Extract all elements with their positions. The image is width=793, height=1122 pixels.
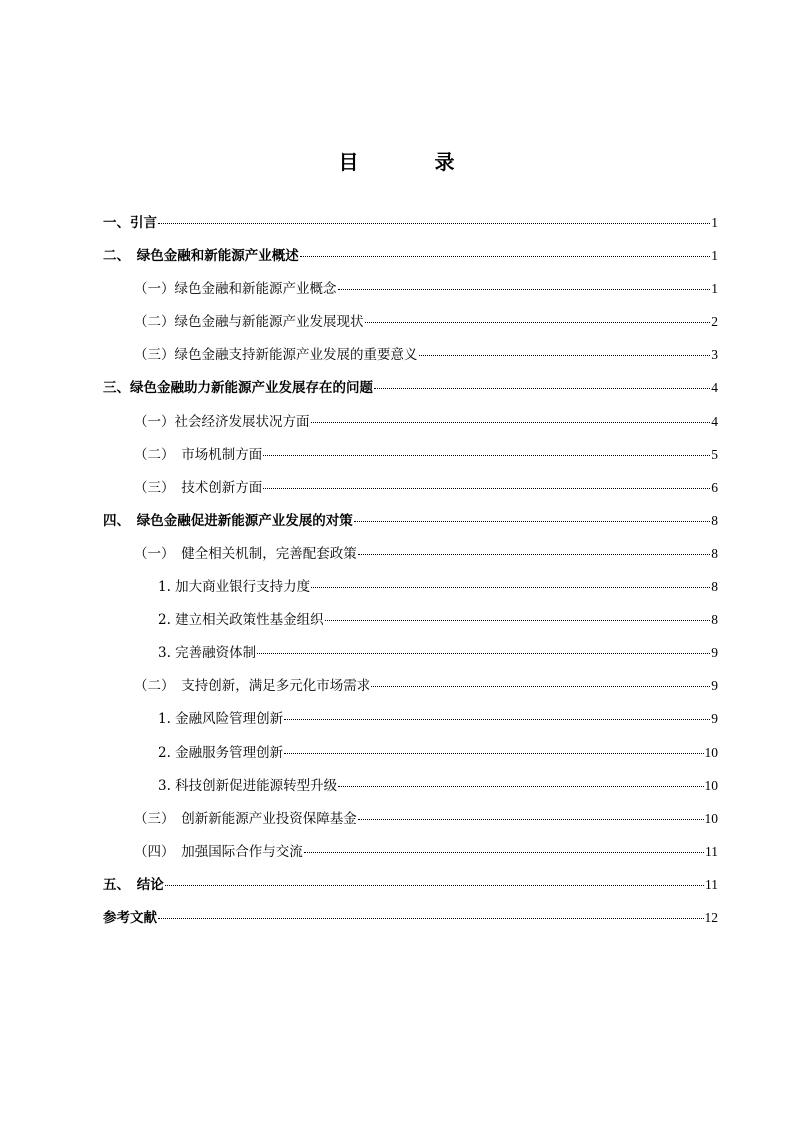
toc-entry-title: 二、 绿色金融和新能源产业概述 [103, 248, 299, 265]
toc-page-number: 2 [711, 314, 718, 330]
toc-entry-title: （四） 加强国际合作与交流 [134, 843, 303, 860]
toc-entry-title: 1. 金融风险管理创新 [158, 711, 284, 728]
toc-dot-leader [354, 521, 711, 522]
toc-entry-title: 2. 金融服务管理创新 [158, 744, 284, 761]
toc-entry-title: 3. 科技创新促进能源转型升级 [158, 777, 338, 794]
toc-dot-leader [371, 686, 710, 687]
table-of-contents [103, 213, 718, 941]
toc-entry-title: 三、绿色金融助力新能源产业发展存在的问题 [103, 380, 373, 397]
toc-dot-leader [311, 587, 710, 588]
toc-entry[interactable] [103, 676, 718, 709]
toc-entry-title: （一） 健全相关机制，完善配套政策 [134, 545, 357, 562]
toc-page-number: 11 [705, 876, 718, 892]
toc-dot-leader [338, 289, 711, 290]
toc-dot-leader [365, 322, 711, 323]
toc-entry[interactable] [103, 610, 718, 643]
toc-entry[interactable] [103, 709, 718, 742]
toc-entry[interactable] [103, 378, 718, 411]
toc-dot-leader [165, 885, 704, 886]
toc-page-number: 8 [711, 579, 718, 595]
toc-page-number: 4 [711, 380, 718, 396]
toc-entry[interactable] [103, 842, 718, 875]
toc-entry[interactable] [103, 743, 718, 776]
toc-page-number: 1 [711, 215, 718, 230]
toc-page-number: 10 [704, 744, 718, 760]
toc-entry[interactable] [103, 643, 718, 676]
toc-dot-leader [325, 620, 711, 621]
toc-entry-title: （二） 市场机制方面 [134, 446, 263, 463]
toc-entry-title: 3. 完善融资体制 [158, 645, 257, 662]
toc-page-number: 9 [711, 645, 718, 661]
toc-entry-title: 1. 加大商业银行支持力度 [158, 579, 311, 596]
toc-dot-leader [158, 918, 704, 919]
toc-dot-leader [338, 786, 703, 787]
toc-entry-title: 五、 结论 [103, 876, 164, 893]
toc-entry-title: 2. 建立相关政策性基金组织 [158, 612, 324, 629]
toc-dot-leader [263, 455, 710, 456]
page-title: 目 录 [338, 150, 483, 174]
toc-dot-leader [257, 653, 710, 654]
toc-dot-leader [158, 223, 710, 224]
toc-entry[interactable] [103, 511, 718, 544]
toc-page-number: 4 [711, 413, 718, 429]
toc-entry-title: （一）社会经济发展状况方面 [134, 413, 310, 430]
toc-entry-title: （三） 创新新能源产业投资保障基金 [134, 810, 357, 827]
toc-page-number: 9 [711, 678, 718, 694]
toc-page-number: 5 [711, 446, 718, 462]
toc-page-number: 10 [704, 810, 718, 826]
toc-entry[interactable] [103, 776, 718, 809]
toc-page-number: 8 [711, 612, 718, 628]
toc-entry[interactable] [103, 412, 718, 445]
toc-page-number: 1 [711, 281, 718, 297]
toc-entry-title: 一、引言 [103, 215, 157, 231]
toc-entry[interactable] [103, 445, 718, 478]
toc-dot-leader [419, 355, 711, 356]
toc-dot-leader [358, 819, 704, 820]
toc-entry[interactable] [103, 577, 718, 610]
toc-entry-title: （二）绿色金融与新能源产业发展现状 [134, 314, 364, 331]
toc-page-number: 9 [711, 711, 718, 727]
toc-page-number: 12 [704, 909, 718, 925]
toc-dot-leader [358, 554, 711, 555]
toc-entry-title: 参考文献 [103, 909, 157, 926]
toc-dot-leader [300, 256, 711, 257]
toc-entry-title: 四、 绿色金融促进新能源产业发展的对策 [103, 512, 353, 529]
toc-entry[interactable] [103, 809, 718, 842]
toc-page-number: 8 [711, 512, 718, 528]
toc-dot-leader [311, 422, 711, 423]
toc-entry-title: （二） 支持创新，满足多元化市场需求 [134, 678, 371, 695]
toc-entry-title: （一）绿色金融和新能源产业概念 [134, 281, 337, 298]
toc-dot-leader [374, 388, 710, 389]
toc-dot-leader [284, 753, 703, 754]
toc-page-number: 1 [711, 248, 718, 264]
toc-page-number: 3 [711, 347, 718, 363]
toc-entry[interactable] [103, 312, 718, 345]
toc-page-number: 6 [711, 479, 718, 495]
toc-entry[interactable] [103, 875, 718, 908]
toc-entry[interactable] [103, 478, 718, 511]
toc-entry[interactable] [103, 279, 718, 312]
toc-dot-leader [263, 488, 710, 489]
toc-entry[interactable] [103, 908, 718, 941]
toc-dot-leader [304, 852, 704, 853]
toc-page-number: 11 [705, 843, 718, 859]
toc-entry[interactable] [103, 246, 718, 279]
toc-entry[interactable] [103, 544, 718, 577]
toc-entry-title: （三） 技术创新方面 [134, 479, 263, 496]
toc-dot-leader [284, 719, 710, 720]
toc-entry[interactable] [103, 213, 718, 246]
toc-page-number: 8 [711, 545, 718, 561]
toc-page-number: 10 [704, 777, 718, 793]
toc-entry[interactable] [103, 345, 718, 378]
toc-entry-title: （三）绿色金融支持新能源产业发展的重要意义 [134, 347, 418, 364]
